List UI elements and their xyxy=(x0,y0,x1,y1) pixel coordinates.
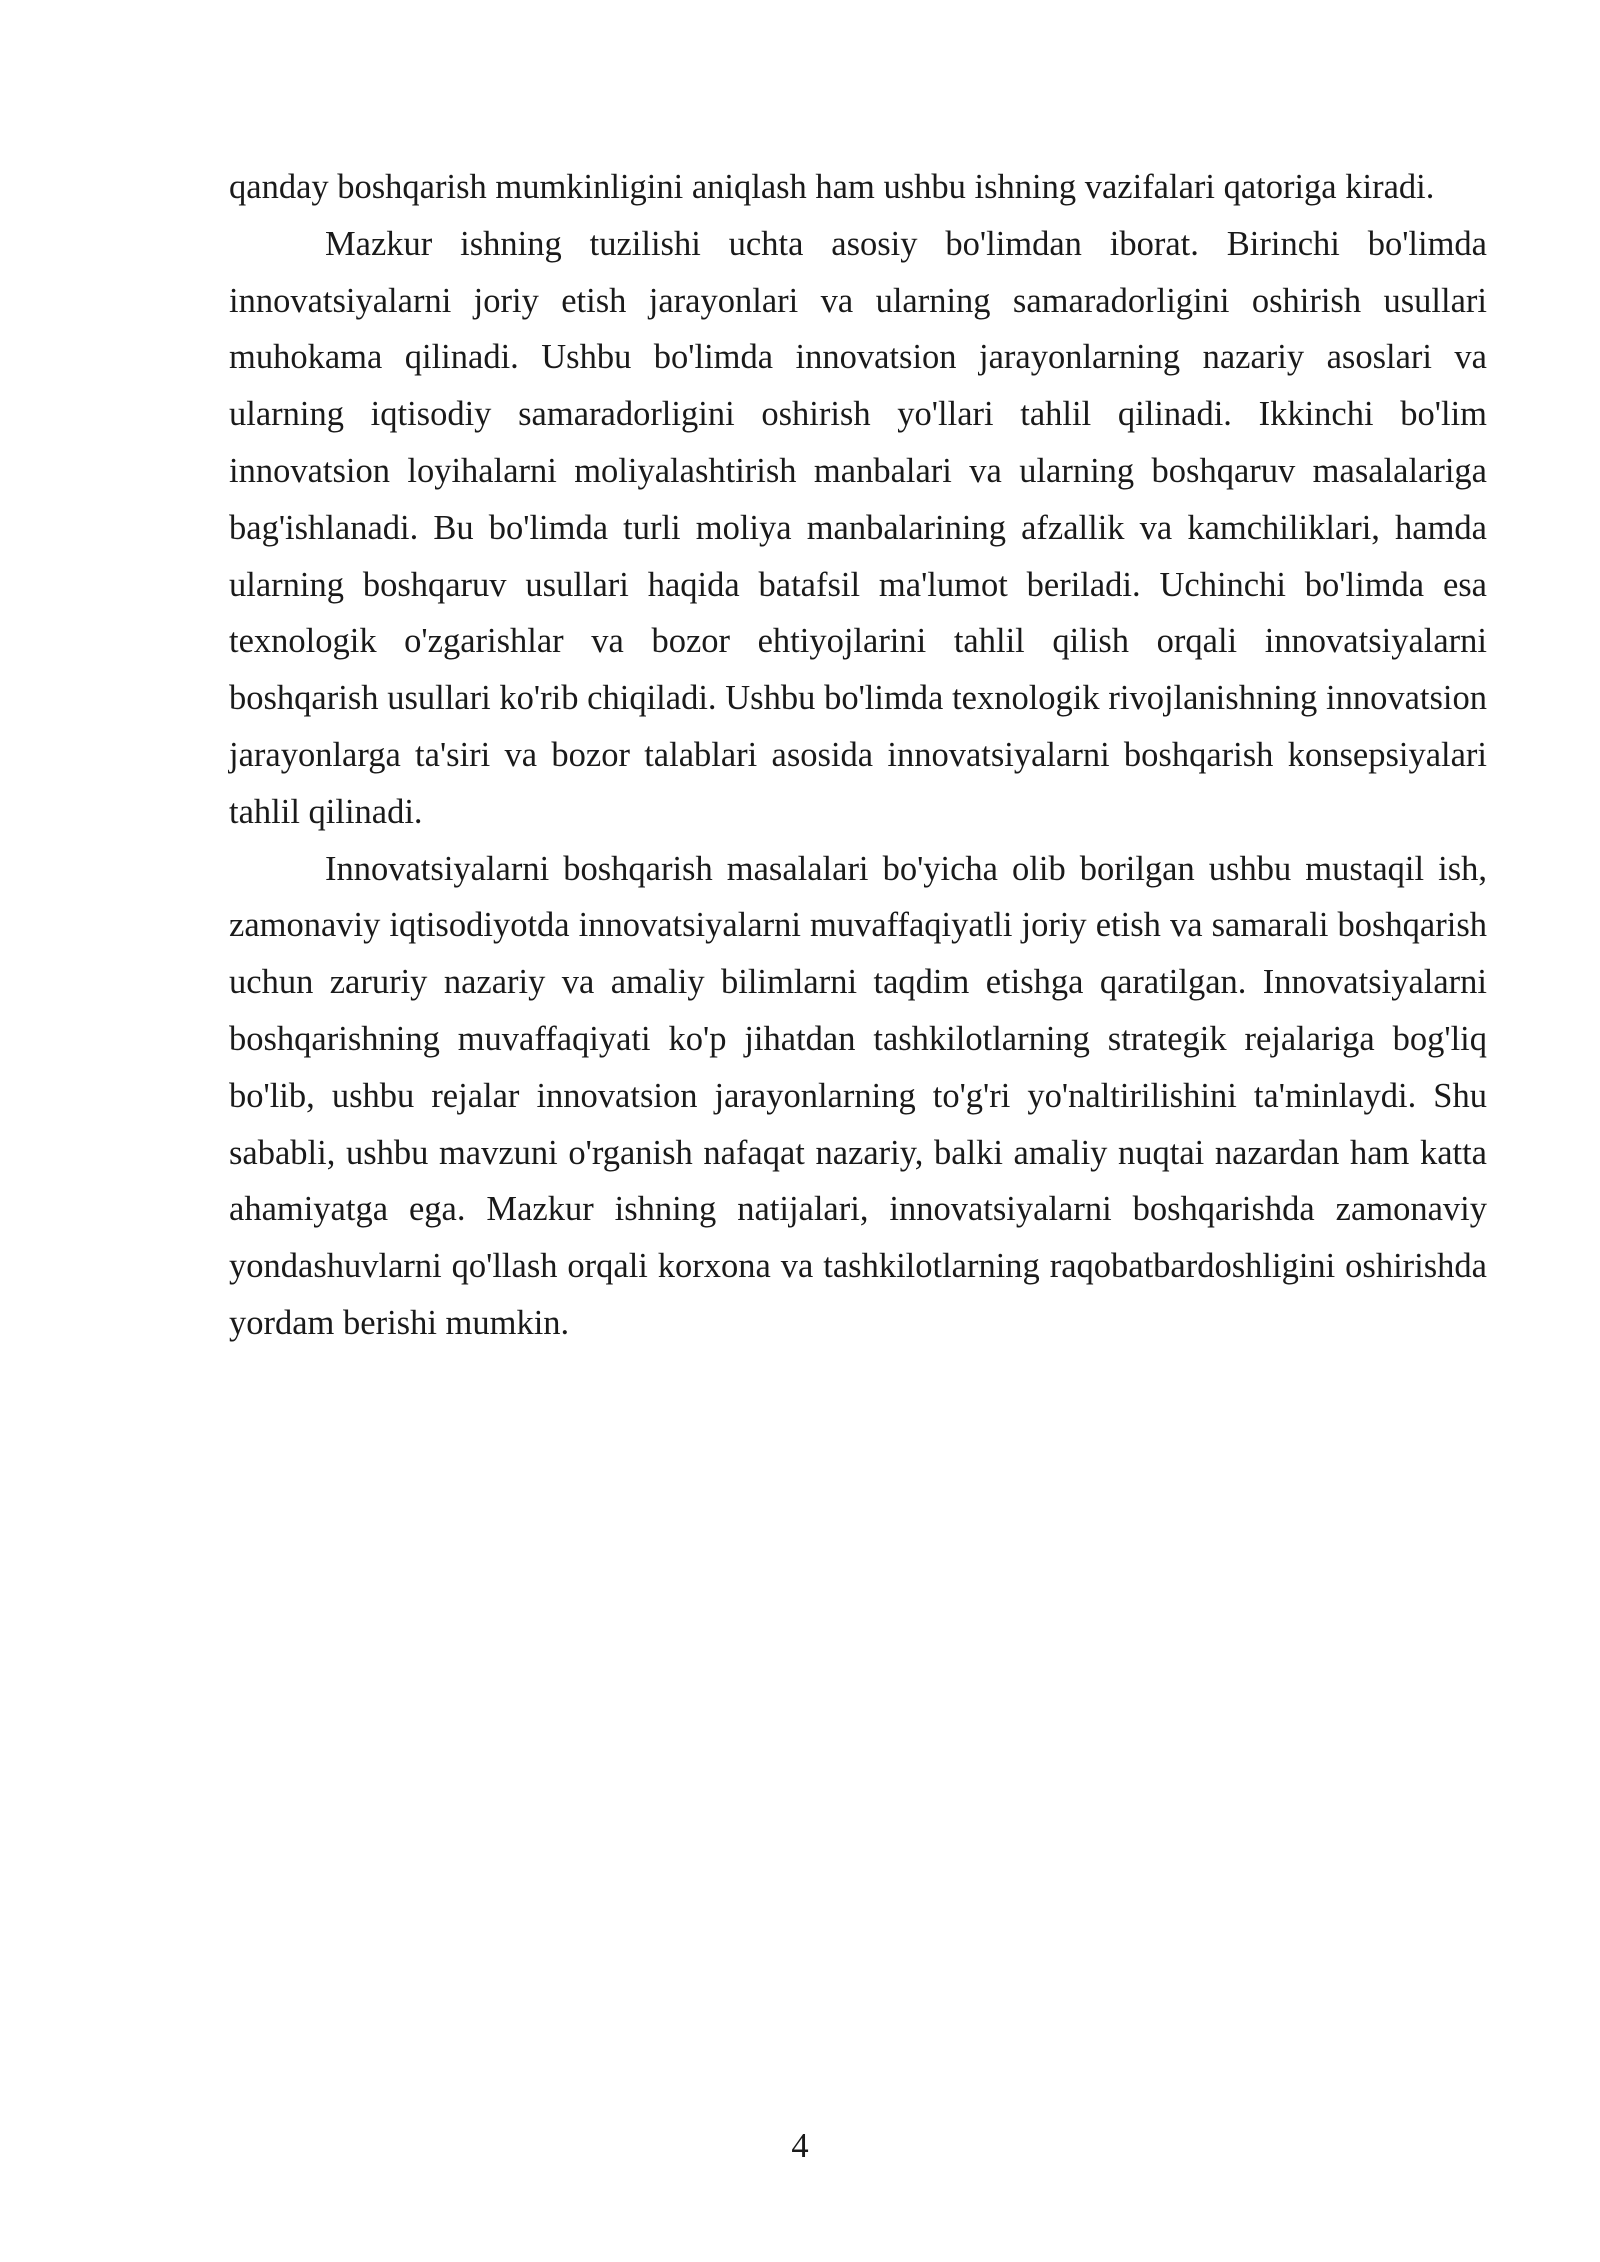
body-text xyxy=(229,159,1487,1352)
paragraph-continuation: qanday boshqarish mumkinligini aniqlash ham ushbu ishning vazifalari qatoriga kiradi. xyxy=(229,168,1435,206)
paragraph-structure: Mazkur ishning tuzilishi uchta asosiy bo'limdan iborat. Birinchi bo'limda innovatsiyalarni joriy etish jarayonlari va ularning samaradorligini oshirish usullari muhokama qilinadi. Ushbu bo'limda innovatsion jarayonlarning nazariy asoslari va ularning iqtisodiy samaradorligini oshirish yo'llari tahlil qilinadi. Ikkinchi bo'lim innovatsion loyihalarni moliyalashtirish manbalari va ularning boshqaruv masalalariga bag'ishlanadi. Bu bo'limda turli moliya manbalarining afzallik va kamchiliklari, hamda ularning boshqaruv usullari haqida batafsil ma'lumot beriladi. Uchinchi bo'limda esa texnologik o'zgarishlar va bozor ehtiyojlarini tahlil qilish orqali innovatsiyalarni boshqarish usullari ko'rib chiqiladi. Ushbu bo'limda texnologik rivojlanishning innovatsion jarayonlarga ta'siri va bozor talablari asosida innovatsiyalarni boshqarish konsepsiyalari tahlil qilinadi. xyxy=(229,224,1487,831)
page-number: 4 xyxy=(791,2127,809,2165)
paragraph-conclusion: Innovatsiyalarni boshqarish masalalari bo'yicha olib borilgan ushbu mustaqil ish, zamonaviy iqtisodiyotda innovatsiyalarni muvaffaqiyatli joriy etish va samarali boshqarish uchun zaruriy nazariy va amaliy bilimlarni taqdim etishga qaratilgan. Innovatsiyalarni boshqarishning muvaffaqiyati ko'p jihatdan tashkilotlarning strategik rejalariga bog'liq bo'lib, ushbu rejalar innovatsion jarayonlarning to'g'ri yo'naltirilishini ta'minlaydi. Shu sababli, ushbu mavzuni o'rganish nafaqat nazariy, balki amaliy nuqtai nazardan ham katta ahamiyatga ega. Mazkur ishning natijalari, innovatsiyalarni boshqarishda zamonaviy yondashuvlarni qo'llash orqali korxona va tashkilotlarning raqobatbardoshligini oshirishda yordam berishi mumkin. xyxy=(229,849,1487,1342)
